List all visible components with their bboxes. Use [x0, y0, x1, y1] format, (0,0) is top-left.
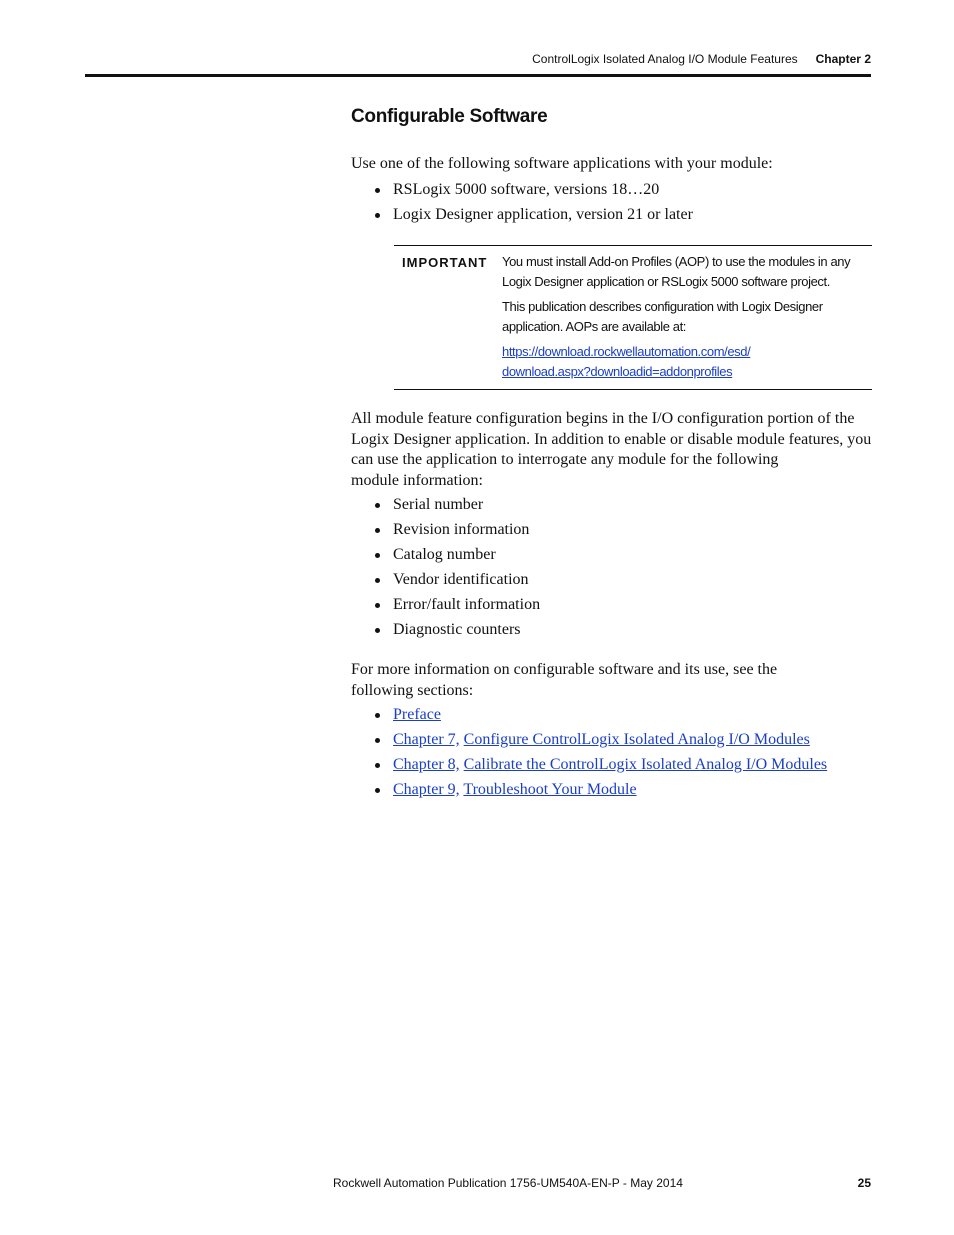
- header-rule: [85, 74, 871, 77]
- bullet-icon: [375, 603, 380, 608]
- bullet-icon: [375, 738, 380, 743]
- running-header: [532, 52, 871, 66]
- bullet-icon: [375, 528, 380, 533]
- software-list: [351, 177, 693, 227]
- list-item: Catalog number: [351, 542, 540, 567]
- bullet-icon: [375, 213, 380, 218]
- calibrate-modules-link[interactable]: Calibrate the ControlLogix Isolated Analog I/O Modules: [463, 756, 828, 773]
- list-item: Revision information: [351, 517, 540, 542]
- list-item: Serial number: [351, 492, 540, 517]
- section-links-list: [351, 702, 827, 802]
- important-text-1: You must install Add-on Profiles (AOP) to use the modules in any Logix Designer application or RSLogix 5000 software project.: [502, 254, 851, 289]
- bullet-icon: [375, 628, 380, 633]
- important-text-2: This publication describes configuration with Logix Designer application. AOPs are available at:: [502, 299, 823, 334]
- important-notice: [394, 245, 872, 390]
- list-item: [351, 702, 827, 727]
- config-paragraph: All module feature configuration begins in the I/O configuration portion of the Logix Designer application. In addition to enable or disable module features, you can use the application to interrogate any module for the following module information:: [351, 410, 872, 489]
- list-item: [351, 727, 827, 752]
- section-title: Configurable Software: [351, 106, 548, 127]
- bullet-icon: [375, 763, 380, 768]
- bullet-icon: [375, 503, 380, 508]
- bullet-icon: [375, 578, 380, 583]
- list-item: RSLogix 5000 software, versions 18…20: [351, 177, 693, 202]
- aop-download-link-block: [502, 342, 872, 382]
- bullet-icon: [375, 713, 380, 718]
- troubleshoot-module-link[interactable]: Troubleshoot Your Module: [463, 781, 637, 798]
- list-item: [351, 752, 827, 777]
- bullet-icon: [375, 788, 380, 793]
- chapter-9-link[interactable]: Chapter 9,: [393, 781, 460, 798]
- header-chapter: Chapter 2: [815, 52, 871, 66]
- list-item: Error/fault information: [351, 592, 540, 617]
- module-info-list: [351, 492, 540, 642]
- list-item: Vendor identification: [351, 567, 540, 592]
- page-number: 25: [857, 1176, 871, 1190]
- list-item: [351, 777, 827, 802]
- more-info-paragraph: For more information on configurable software and its use, see the following sections:: [351, 661, 778, 699]
- chapter-8-link[interactable]: Chapter 8,: [393, 756, 460, 773]
- important-label: IMPORTANT: [402, 255, 488, 270]
- chapter-7-link[interactable]: Chapter 7,: [393, 731, 460, 748]
- intro-paragraph: Use one of the following software applications with your module:: [351, 155, 773, 172]
- header-title: ControlLogix Isolated Analog I/O Module Features: [532, 52, 798, 66]
- bullet-icon: [375, 188, 380, 193]
- list-item: Diagnostic counters: [351, 617, 540, 642]
- configure-modules-link[interactable]: Configure ControlLogix Isolated Analog I/O Modules: [463, 731, 810, 748]
- publication-id: Rockwell Automation Publication 1756-UM540A-EN-P - May 2014: [333, 1176, 683, 1190]
- bullet-icon: [375, 553, 380, 558]
- preface-link[interactable]: Preface: [393, 706, 441, 723]
- aop-download-link[interactable]: https://download.rockwellautomation.com/esd/ download.aspx?downloadid=addonprofiles: [502, 344, 751, 379]
- list-item: Logix Designer application, version 21 or later: [351, 202, 693, 227]
